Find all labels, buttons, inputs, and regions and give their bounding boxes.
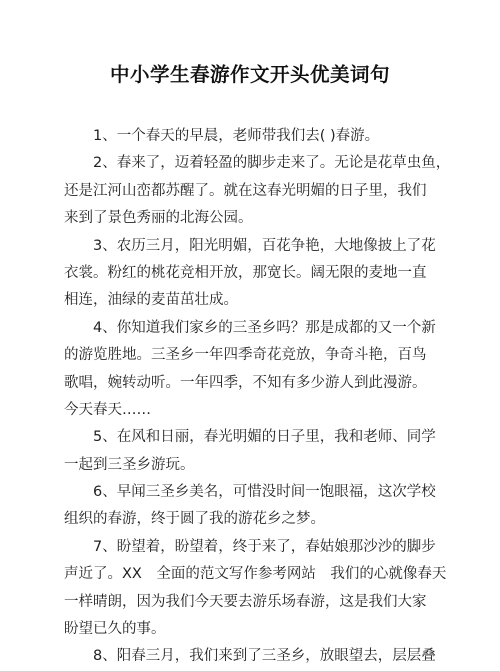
- paragraph-line: 一样晴朗，因为我们今天要去游乐场春游，这是我们大家: [64, 593, 427, 610]
- paragraph-line: 8、阳春三月，我们来到了三圣乡，放眼望去，层层叠: [93, 648, 436, 665]
- paragraph-line: 歌唱，婉转动听。一年四季，不知有多少游人到此漫游。: [64, 374, 427, 391]
- paragraph-3: [64, 233, 436, 315]
- document-title: 中小学生春游作文开头优美词句: [109, 63, 390, 86]
- paragraph-2: [64, 150, 451, 232]
- paragraph-line: 5、在风和日丽，春光明媚的日子里，我和老师、同学: [93, 429, 436, 446]
- paragraph-6: [64, 479, 436, 534]
- paragraph-line: 衣裳。粉红的桃花竞相开放，那宽长。阔无限的麦地一直: [64, 264, 427, 281]
- paragraph-line: 声近了。XX 全面的范文写作参考网站 我们的心就像春天: [64, 566, 447, 583]
- paragraph-line: 7、盼望着，盼望着，终于来了，春姑娘那沙沙的脚步: [93, 538, 436, 555]
- paragraph-line: 组织的春游，终于圆了我的游花乡之梦。: [64, 511, 325, 528]
- document-body: [64, 123, 451, 671]
- paragraph-line: 2、春来了，迈着轻盈的脚步走来了。无论是花草虫鱼，: [93, 155, 451, 172]
- paragraph-8: [64, 643, 436, 670]
- paragraph-5: [64, 424, 436, 479]
- paragraph-line: 1、一个春天的早晨，老师带我们去( )春游。: [93, 128, 380, 144]
- paragraph-line: 相连，油绿的麦苗茁壮成。: [64, 292, 238, 309]
- paragraph-line: 来到了景色秀丽的北海公园。: [64, 210, 253, 227]
- paragraph-line: 一起到三圣乡游玩。: [64, 456, 195, 473]
- paragraph-line: 3、农历三月，阳光明媚，百花争艳，大地像披上了花: [93, 237, 436, 254]
- paragraph-4: [64, 315, 436, 425]
- paragraph-line: 盼望已久的事。: [64, 621, 166, 638]
- paragraph-7: [64, 534, 447, 644]
- paragraph-line: 还是江河山峦都苏醒了。就在这春光明媚的日子里，我们: [64, 182, 427, 199]
- paragraph-line: 6、早闻三圣乡美名，可惜没时间一饱眼福，这次学校: [93, 484, 436, 501]
- paragraph-line: 的游览胜地。三圣乡一年四季奇花竞放，争奇斗艳，百鸟: [64, 347, 427, 364]
- paragraph-line: 4、你知道我们家乡的三圣乡吗？那是成都的又一个新: [93, 319, 436, 336]
- paragraph-line: 今天春天……: [64, 401, 151, 418]
- paragraph-1: [64, 123, 424, 150]
